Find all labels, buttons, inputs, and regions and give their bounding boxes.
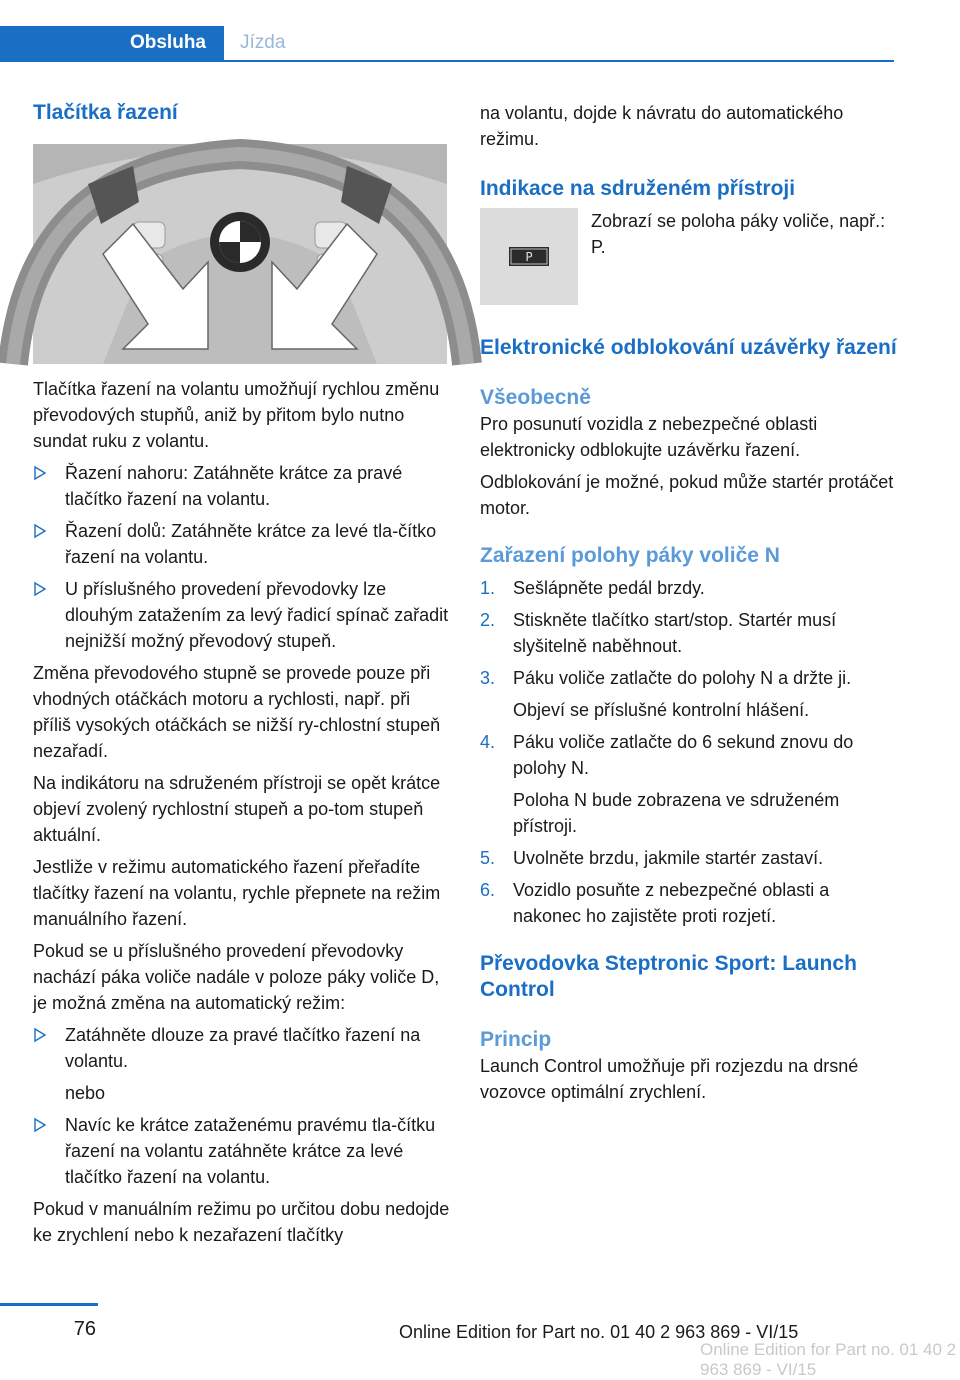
heading-tlacitka-razeni: Tlačítka řazení xyxy=(33,101,178,124)
list-item xyxy=(33,518,451,570)
paragraph: Změna převodového stupně se provede pouze při vhodných otáčkách motoru a rychlosti, např. při příliš vysokých otáčkách se nižší ry‐chlostní stupeň nezařadí. xyxy=(33,663,441,761)
triangle-bullet-icon xyxy=(33,524,47,538)
indicator-letter: P xyxy=(525,250,533,264)
automatic-mode-bullets xyxy=(33,1022,451,1074)
heading-princip: Princip xyxy=(480,1028,552,1051)
list-item xyxy=(480,665,900,723)
edition-text: Online Edition for Part no. 01 40 2 963 869 - VI/15 xyxy=(399,1322,799,1342)
gear-indicator-illustration xyxy=(480,208,578,305)
heading-zarazeni-n: Zařazení polohy páky voliče N xyxy=(480,544,780,567)
paragraph: Launch Control umožňuje při rozjezdu na drsné vozovce optimální zrychlení. xyxy=(480,1056,859,1102)
footer-line xyxy=(0,1303,98,1306)
list-item xyxy=(480,877,900,929)
list-item-text: Navíc ke krátce zataženému pravému tla‐čítku řazení na volantu zatáhněte krátce za levé tlačítko řazení na volantu. xyxy=(65,1115,436,1187)
step-number: 3. xyxy=(480,668,496,688)
list-item-text: U příslušného provedení převodovky lze dlouhým zatažením za levý řadicí spínač zařadit nejnižší možný převodový stupeň. xyxy=(65,579,449,651)
left-column xyxy=(33,100,451,1248)
list-item xyxy=(480,607,900,659)
right-column xyxy=(480,100,900,1105)
list-item xyxy=(480,845,900,871)
step-continuation: Poloha N bude zobrazena ve sdruženém přístroji. xyxy=(513,790,840,836)
page-number: 76 xyxy=(73,1318,96,1340)
gear-indicator-image xyxy=(480,208,578,305)
step-number: 2. xyxy=(480,610,496,630)
steps-list xyxy=(480,575,900,929)
step-text: Uvolněte brzdu, jakmile startér zastaví. xyxy=(513,848,824,868)
step-text: Stiskněte tlačítko start/stop. Startér musí slyšitelně naběhnout. xyxy=(513,610,837,656)
list-item xyxy=(33,576,451,654)
heading-odblokovani: Elektronické odblokování uzávěrky řazení xyxy=(480,336,897,359)
steering-wheel-illustration xyxy=(33,144,447,364)
tab-bar xyxy=(0,26,894,62)
step-number: 5. xyxy=(480,848,496,868)
automatic-mode-bullets-2 xyxy=(33,1112,451,1190)
heading-vseobecne: Všeobecně xyxy=(480,386,591,409)
step-number: 4. xyxy=(480,732,496,752)
nebo-text: nebo xyxy=(65,1083,106,1103)
heading-indikace: Indikace na sdruženém přístroji xyxy=(480,177,796,200)
paragraph: Na indikátoru na sdruženém přístroji se opět krátce objeví zvolený rychlostní stupeň a po‐tom stupeň aktuální. xyxy=(33,773,441,845)
step-text: Páku voliče zatlačte do polohy N a držte ji. xyxy=(513,668,852,688)
intro-paragraph: Tlačítka řazení na volantu umožňují rychlou změnu převodových stupňů, aniž by přitom bylo nutno sundat ruku z volantu. xyxy=(33,379,440,451)
step-text: Páku voliče zatlačte do 6 sekund znovu do polohy N. xyxy=(513,732,854,778)
list-item xyxy=(480,575,900,601)
triangle-bullet-icon xyxy=(33,582,47,596)
paragraph: Pokud se u příslušného provedení převodovky nachází páka voliče nadále v poloze páky voliče D, je možná změna na automatický režim: xyxy=(33,941,440,1013)
watermark: Online Edition for Part no. 01 40 2 963 869 - VI/15 xyxy=(700,1340,957,1379)
list-item xyxy=(33,1112,451,1190)
tab-obsluha[interactable]: Obsluha xyxy=(0,26,224,60)
list-item-text: Zatáhněte dlouze za pravé tlačítko řazení na volantu. xyxy=(65,1025,421,1071)
indikace-text: Zobrazí se poloha páky voliče, např.: P. xyxy=(591,211,886,257)
step-text: Sešlápněte pedál brzdy. xyxy=(513,578,705,598)
list-item xyxy=(33,460,451,512)
step-continuation: Objeví se příslušné kontrolní hlášení. xyxy=(513,700,810,720)
list-item-text: Řazení nahoru: Zatáhněte krátce za pravé tlačítko řazení na volantu. xyxy=(65,463,403,509)
paragraph: Pro posunutí vozidla z nebezpečné oblasti elektronicky odblokujte uzávěrku řazení. xyxy=(480,414,818,460)
step-number: 6. xyxy=(480,880,496,900)
continued-paragraph: na volantu, dojde k návratu do automatického režimu. xyxy=(480,103,844,149)
tab-jizda[interactable]: Jízda xyxy=(240,32,286,53)
shift-bullets xyxy=(33,460,451,654)
list-item xyxy=(480,729,900,839)
paragraph: Pokud v manuálním režimu po určitou dobu nedojde ke zrychlení nebo k nezařazení tlačítky xyxy=(33,1199,450,1245)
indicator-section xyxy=(480,208,900,305)
heading-launch-control: Převodovka Steptronic Sport: Launch Control xyxy=(480,952,857,1001)
triangle-bullet-icon xyxy=(33,1118,47,1132)
list-item-text: Řazení dolů: Zatáhněte krátce za levé tla‐čítko řazení na volantu. xyxy=(65,521,437,567)
list-item xyxy=(33,1022,451,1074)
paragraph: Jestliže v režimu automatického řazení přeřadíte tlačítky řazení na volantu, rychle přepnete na režim manuálního řazení. xyxy=(33,857,441,929)
steering-wheel-image xyxy=(33,144,447,364)
step-number: 1. xyxy=(480,578,496,598)
tab-divider xyxy=(0,60,894,62)
step-text: Vozidlo posuňte z nebezpečné oblasti a nakonec ho zajistěte proti rozjetí. xyxy=(513,880,830,926)
triangle-bullet-icon xyxy=(33,1028,47,1042)
triangle-bullet-icon xyxy=(33,466,47,480)
paragraph: Odblokování je možné, pokud může startér protáčet motor. xyxy=(480,472,894,518)
